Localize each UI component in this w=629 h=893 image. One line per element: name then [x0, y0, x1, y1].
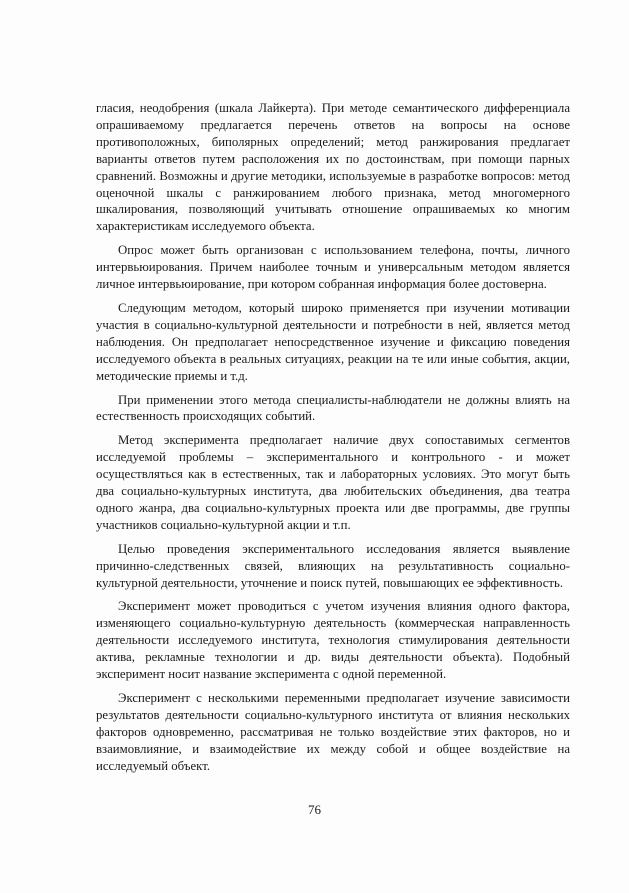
body-text	[96, 100, 570, 782]
paragraph-6: Целью проведения экспериментального исследования является выявление причинно-следственных связей, влияющих на результативность социально-культурной деятельности, уточнение и поиск путей, повышающих ее эффективность.	[96, 541, 570, 590]
paragraph-4: При применении этого метода специалисты-наблюдатели не должны влиять на естественность происходящих событий.	[96, 392, 570, 424]
page-number: 76	[308, 802, 321, 817]
paragraph-5: Метод эксперимента предполагает наличие двух сопоставимых сегментов исследуемой проблемы – экспериментального и контрольного - и может осуществляться как в естественных, так и лабораторных условиях. Это могут быть два социально-культурных института, два любительских объединения, два театра одного жанра, два социально-культурных проекта или две программы, две группы участников социально-культурной акции и т.п.	[96, 433, 570, 532]
paragraph-1: гласия, неодобрения (шкала Лайкерта). При методе семантического дифференциала опрашиваемому предлагается перечень ответов на вопросы на основе противоположных, биполярных определений; метод ранжирования предлагает варианты ответов путем расположения их по достоинствам, при помощи парных сравнений. Возможны и другие методики, используемые в разработке вопросов: метод оценочной шкалы с ранжированием любого признака, метод многомерного шкалирования, позволяющий учитывать отношение опрашиваемых ко многим характеристикам исследуемого объекта.	[96, 101, 570, 234]
paragraph-3: Следующим методом, который широко применяется при изучении мотивации участия в социально-культурной деятельности и потребности в ней, является метод наблюдения. Он предполагает непосредственное изучение и фиксацию поведения исследуемого объекта в реальных ситуациях, реакции на те или иные события, акции, методические приемы и т.д.	[96, 300, 570, 383]
paragraph-8: Эксперимент с несколькими переменными предполагает изучение зависимости результатов деятельности социально-культурного института от влияния нескольких факторов одновременно, рассматривая не только воздействие этих факторов, но и взаимовлияние, и взаимодействие их между собой и общее воздействие на исследуемый объект.	[96, 691, 570, 773]
paragraph-7: Эксперимент может проводиться с учетом изучения влияния одного фактора, изменяющего социально-культурную деятельность (коммерческая направленность деятельности исследуемого института, технология стимулирования деятельности актива, рекламные технологии и др. виды деятельности объекта). Подобный эксперимент носит название эксперимента с одной переменной.	[96, 599, 570, 682]
paragraph-2: Опрос может быть организован с использованием телефона, почты, личного интервьюирования. Причем наиболее точным и универсальным методом является личное интервьюирование, при котором собранная информация более достоверна.	[96, 243, 570, 292]
